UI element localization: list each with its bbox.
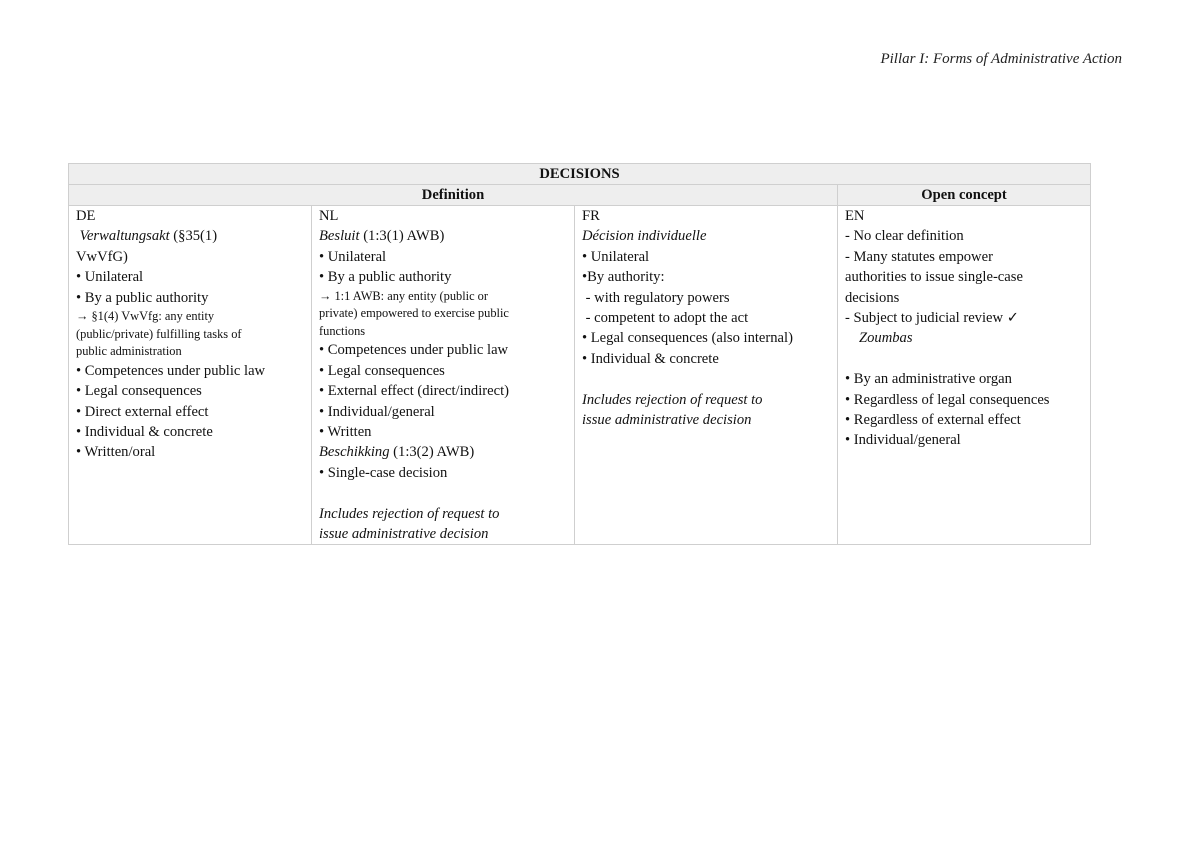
- en-case: Zoumbas: [859, 330, 913, 347]
- table-title: DECISIONS: [69, 164, 1091, 185]
- table-body-row: [69, 206, 1091, 545]
- de-item: • Unilateral: [76, 269, 144, 286]
- spacer: [319, 483, 567, 503]
- fr-term: Décision individuelle: [582, 228, 707, 245]
- de-item: • Direct external effect: [76, 403, 209, 420]
- en-item: authorities to issue single-case: [845, 269, 1023, 286]
- fr-item: - with regulatory powers: [582, 289, 730, 306]
- column-nl: [312, 206, 575, 545]
- de-term-ref2: VwVfG): [76, 248, 128, 265]
- running-header-title: Pillar I: Forms of Administrative Action: [880, 51, 1122, 67]
- de-item: • Competences under public law: [76, 362, 266, 379]
- fr-code: FR: [582, 208, 600, 224]
- en-item: • By an administrative organ: [845, 371, 1012, 388]
- nl-code: NL: [319, 208, 339, 224]
- en-item: - Subject to judicial review ✓: [845, 310, 1019, 327]
- table-subheader-row: [69, 185, 1091, 206]
- nl-note-line: → 1:1 AWB: any entity (public or: [319, 288, 489, 303]
- de-code: DE: [76, 208, 96, 224]
- fr-item: • Unilateral: [582, 248, 650, 265]
- de-item: • Individual & concrete: [76, 424, 213, 441]
- fr-item: •By authority:: [582, 269, 665, 286]
- de-note-line: → §1(4) VwVfg: any entity: [76, 309, 215, 324]
- table-title-row: [69, 164, 1091, 185]
- nl-item: • Written: [319, 424, 372, 441]
- nl-term-line: [319, 226, 567, 246]
- nl-term2-ref: (1:3(2) AWB): [389, 444, 475, 461]
- nl-note-line: private) empowered to exercise public: [319, 306, 509, 321]
- nl-term2: Beschikking: [319, 444, 390, 461]
- en-item: • Regardless of external effect: [845, 412, 1021, 429]
- fr-note-italic: issue administrative decision: [582, 412, 752, 429]
- de-item: • Legal consequences: [76, 383, 202, 400]
- de-term: Verwaltungsakt: [79, 228, 170, 245]
- column-fr: [575, 206, 838, 545]
- en-item: • Regardless of legal consequences: [845, 391, 1050, 408]
- nl-term: Besluit: [319, 228, 360, 245]
- nl-item: • Legal consequences: [319, 362, 445, 379]
- fr-item: • Individual & concrete: [582, 350, 719, 367]
- de-term-ref: (§35(1): [169, 228, 218, 245]
- de-term-line: [76, 226, 304, 246]
- fr-item: - competent to adopt the act: [582, 310, 749, 327]
- nl-item: • Competences under public law: [319, 342, 509, 359]
- open-concept-header: Open concept: [838, 185, 1091, 206]
- nl-term2-line: [319, 442, 567, 462]
- spacer: [845, 349, 1083, 369]
- de-item: • Written/oral: [76, 444, 156, 461]
- fr-item: • Legal consequences (also internal): [582, 330, 793, 347]
- nl-item: • External effect (direct/indirect): [319, 383, 509, 400]
- fr-note-italic: Includes rejection of request to: [582, 391, 763, 408]
- en-code: EN: [845, 208, 865, 224]
- column-en: [838, 206, 1091, 545]
- de-note-line: (public/private) fulfilling tasks of: [76, 326, 242, 341]
- en-item: • Individual/general: [845, 432, 961, 449]
- spacer: [582, 369, 830, 389]
- nl-item: • Unilateral: [319, 248, 387, 265]
- definition-header: Definition: [69, 185, 838, 206]
- decisions-table: [68, 163, 1091, 545]
- en-item: decisions: [845, 289, 900, 306]
- nl-note-italic: issue administrative decision: [319, 526, 489, 543]
- nl-note-line: functions: [319, 323, 366, 338]
- nl-item: • Single-case decision: [319, 464, 448, 481]
- column-de: [69, 206, 312, 545]
- nl-item: • By a public authority: [319, 269, 452, 286]
- de-note-line: public administration: [76, 344, 182, 359]
- en-item: - No clear definition: [845, 228, 964, 245]
- nl-term-ref: (1:3(1) AWB): [359, 228, 445, 245]
- nl-note-italic: Includes rejection of request to: [319, 505, 500, 522]
- nl-item: • Individual/general: [319, 403, 435, 420]
- en-item: - Many statutes empower: [845, 248, 993, 265]
- de-item: • By a public authority: [76, 289, 209, 306]
